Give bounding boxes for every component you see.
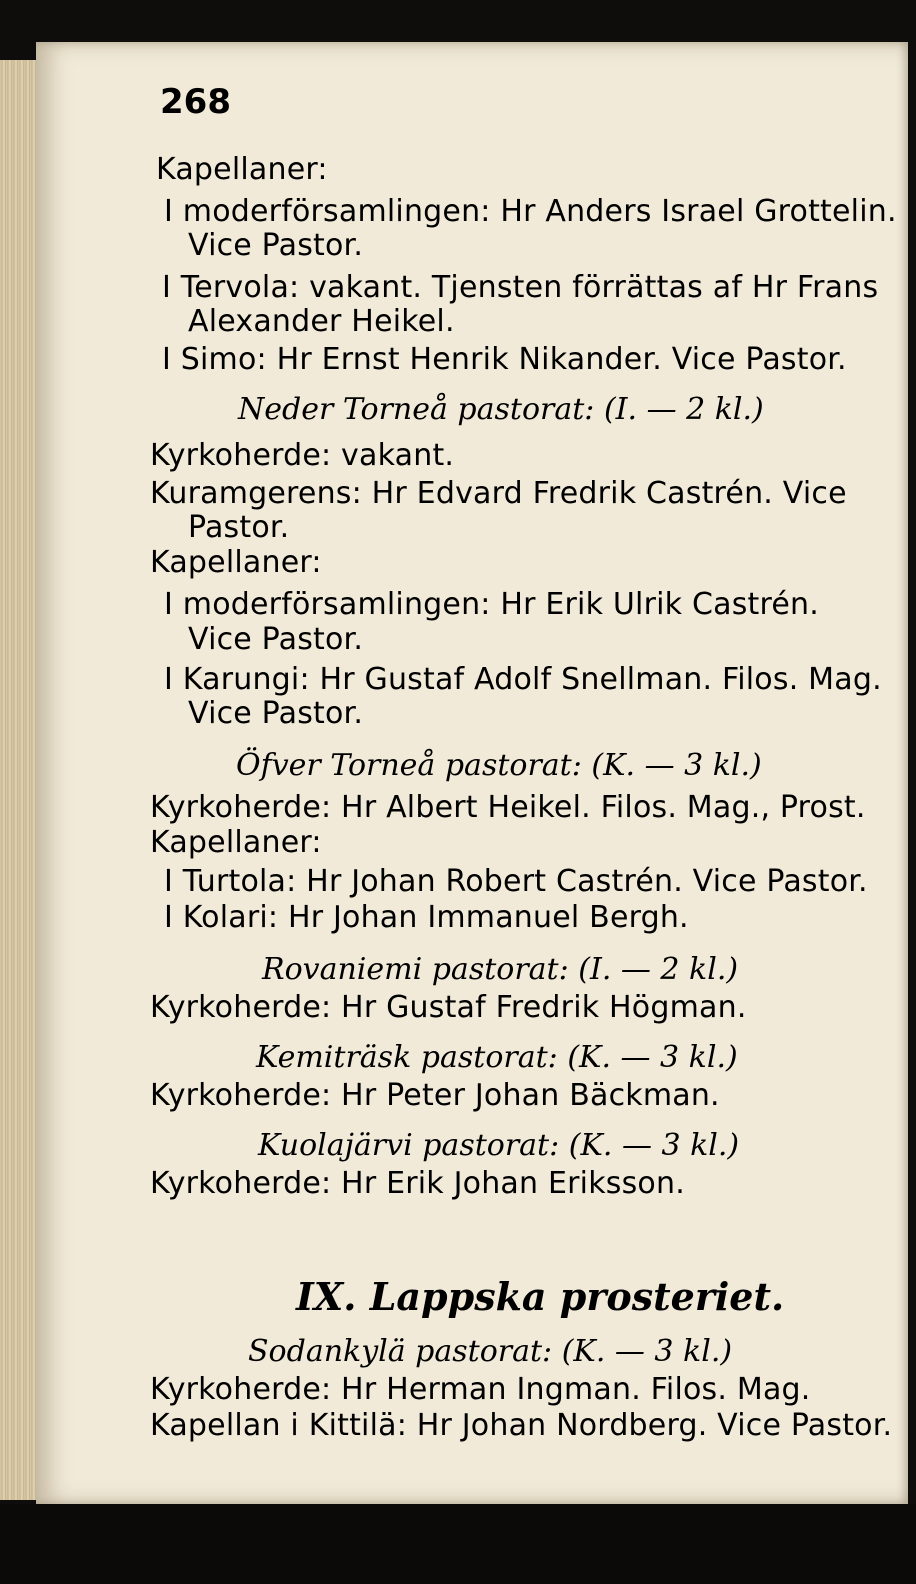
- text-line: Vice Pastor.: [188, 696, 364, 731]
- text-line: Kyrkoherde: vakant.: [150, 438, 455, 473]
- text-line: I Karungi: Hr Gustaf Adolf Snellman. Filos. Mag.: [164, 662, 882, 697]
- text-line: Kyrkoherde: Hr Erik Johan Eriksson.: [150, 1166, 685, 1201]
- book-page-edges: [0, 60, 40, 1500]
- background-shadow: [0, 1504, 916, 1584]
- text-line: Kyrkoherde: Hr Albert Heikel. Filos. Mag., Prost.: [150, 790, 866, 825]
- text-line: I Turtola: Hr Johan Robert Castrén. Vice Pastor.: [164, 864, 868, 899]
- section-heading: Kuolajärvi pastorat: (K. — 3 kl.): [258, 1128, 740, 1163]
- text-line: Alexander Heikel.: [188, 304, 455, 339]
- text-line: Kapellan i Kittilä: Hr Johan Nordberg. Vice Pastor.: [150, 1408, 893, 1443]
- section-heading: Kemiträsk pastorat: (K. — 3 kl.): [256, 1040, 738, 1075]
- section-heading: Öfver Torneå pastorat: (K. — 3 kl.): [236, 748, 762, 783]
- text-line: Kyrkoherde: Hr Herman Ingman. Filos. Mag.: [150, 1372, 811, 1407]
- section-heading: Rovaniemi pastorat: (I. — 2 kl.): [262, 952, 739, 987]
- page-number: 268: [160, 82, 231, 122]
- text-line: Kapellaner:: [150, 545, 322, 580]
- text-line: Kyrkoherde: Hr Gustaf Fredrik Högman.: [150, 990, 747, 1025]
- text-line: Kyrkoherde: Hr Peter Johan Bäckman.: [150, 1078, 720, 1113]
- text-line: Kuramgerens: Hr Edvard Fredrik Castrén. Vice: [150, 476, 847, 511]
- text-line: I moderförsamlingen: Hr Anders Israel Grottelin.: [164, 194, 897, 229]
- section-heading: Sodankylä pastorat: (K. — 3 kl.): [248, 1334, 733, 1369]
- text-line: I moderförsamlingen: Hr Erik Ulrik Castrén.: [164, 587, 819, 622]
- text-line: I Simo: Hr Ernst Henrik Nikander. Vice Pastor.: [162, 342, 847, 377]
- text-line: Kapellaner:: [150, 825, 322, 860]
- text-line: Vice Pastor.: [188, 622, 364, 657]
- chapter-heading: IX. Lappska prosteriet.: [296, 1274, 785, 1319]
- text-line: Vice Pastor.: [188, 228, 364, 263]
- text-line: I Tervola: vakant. Tjensten förrättas af Hr Frans: [162, 270, 879, 305]
- section-heading: Neder Torneå pastorat: (I. — 2 kl.): [238, 392, 764, 427]
- text-line: I Kolari: Hr Johan Immanuel Bergh.: [164, 900, 689, 935]
- text-line: Kapellaner:: [156, 152, 328, 187]
- text-line: Pastor.: [188, 510, 290, 545]
